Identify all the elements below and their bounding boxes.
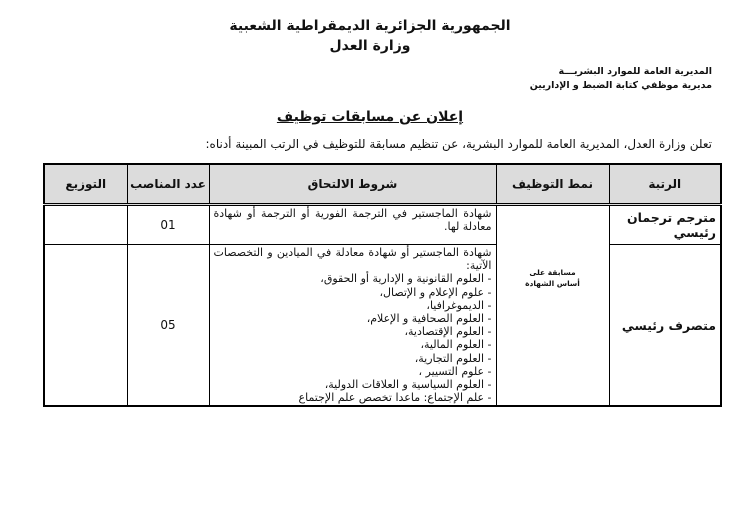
list-item: - العلوم التجارية،: [414, 351, 492, 365]
header-positions: عدد المناصب: [127, 164, 209, 205]
list-item: - علوم الإعلام و الإتصال،: [379, 285, 492, 299]
specialties-list: [214, 272, 492, 404]
header-rank: الرتبة: [609, 164, 721, 205]
recruitment-table: [43, 163, 722, 407]
ministry-title: وزارة العدل: [329, 38, 411, 54]
republic-title: الجمهورية الجزائرية الديمقراطية الشعبية: [229, 18, 511, 34]
sub-directorate: مديرية موظفي كتابة الضبط و الإداريين: [529, 80, 712, 91]
announcement-title: إعلان عن مسابقات توظيف: [276, 109, 464, 125]
list-item: - الديموغرافيا،: [426, 298, 492, 312]
directorate-general: المديرية العامة للموارد البشريـــة: [558, 66, 712, 77]
mode-cell: [496, 205, 609, 407]
distribution-cell: [44, 205, 127, 245]
list-item: - العلوم الإقتصادية،: [404, 325, 492, 339]
list-item: - العلوم السياسية و العلاقات الدولية،: [324, 378, 492, 392]
rank-cell: مترجم ترجمان رئيسي: [609, 205, 721, 245]
list-item: - العلوم الصحافية و الإعلام،: [366, 312, 492, 326]
conditions-intro: شهادة الماجستير أو شهادة معادلة في الميادين و التخصصات الآتية:: [213, 246, 492, 273]
positions-cell: 05: [127, 245, 209, 407]
announcement-intro: تعلن وزارة العدل، المديرية العامة للموارد البشرية، عن تنظيم مسابقة للتوظيف في الرتب المبينة أدناه:: [205, 137, 712, 151]
list-item: - علوم التسيير ،: [418, 364, 492, 378]
table-header-row: [44, 164, 721, 205]
conditions-cell: [209, 245, 496, 407]
positions-cell: 01: [127, 205, 209, 245]
header-conditions: شروط الالتحاق: [209, 164, 496, 205]
header-mode: نمط التوظيف: [496, 164, 609, 205]
list-item: - العلوم القانونية و الإدارية أو الحقوق،: [320, 272, 492, 286]
list-item: - علم الإجتماع: ماعدا تخصص علم الإجتماع: [298, 391, 492, 405]
conditions-cell: شهادة الماجستير في الترجمة الفورية أو الترجمة أو شهادة معادلة لها.: [209, 205, 496, 245]
list-item: - العلوم المالية،: [420, 338, 492, 352]
distribution-cell: [44, 245, 127, 407]
table-row: [44, 245, 721, 407]
rank-cell: متصرف رئيسي: [609, 245, 721, 407]
mode-text: مسابقة على أساس الشهادة: [525, 267, 580, 288]
table-row: [44, 205, 721, 245]
header-distribution: التوزيع: [44, 164, 127, 205]
announcement-heading: [0, 109, 740, 125]
